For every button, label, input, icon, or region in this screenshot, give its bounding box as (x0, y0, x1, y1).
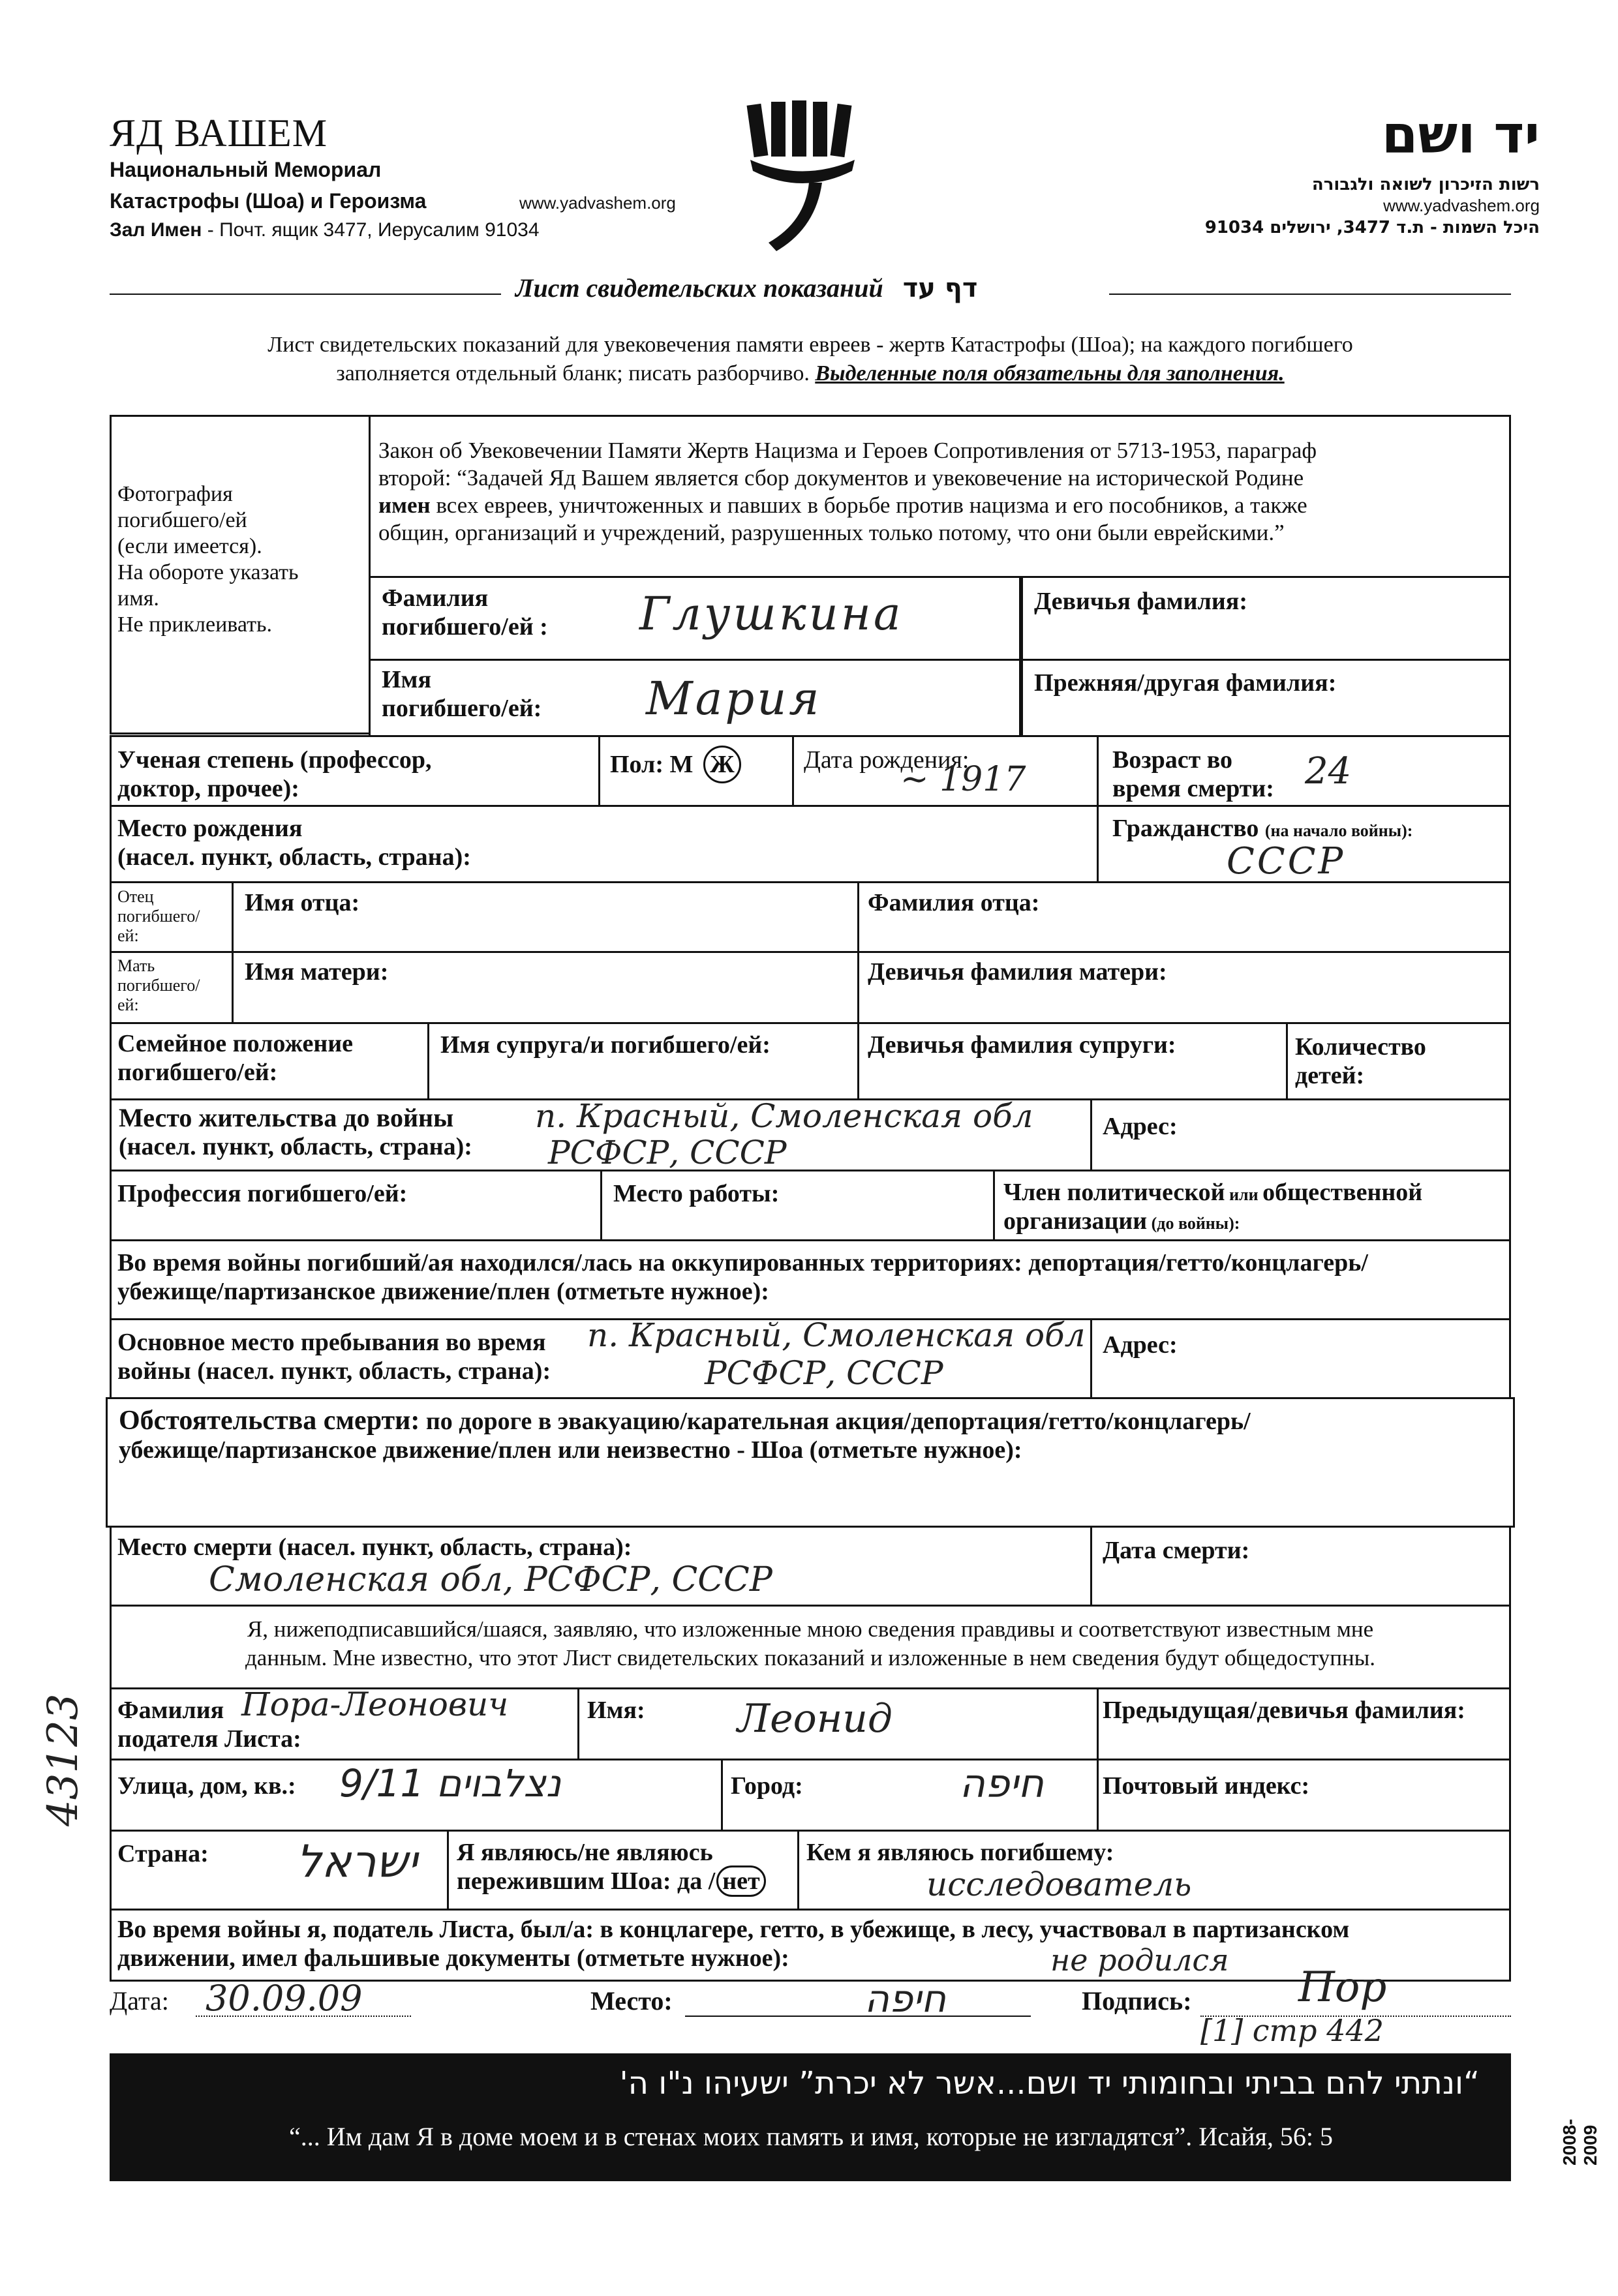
quote-hebrew: “ונתתי להם בביתי ובחומותי יד ושם...אשר לא יכרת” ישעיהו נ"ו ה' (619, 2065, 1480, 2102)
residence-label: Место жительства до войны (насел. пункт, область, страна): (119, 1103, 472, 1160)
hall-of-names: Зал Имен (110, 219, 202, 241)
other-surname-label: Прежняя/другая фамилия: (1034, 669, 1337, 697)
street-label: Улица, дом, кв.: (117, 1772, 296, 1800)
survivor-no-circled[interactable]: нет (716, 1865, 765, 1897)
first-name-value[interactable]: Мария (646, 672, 822, 725)
date-value[interactable]: 30.09.09 (206, 1978, 363, 2019)
website-ru: www.yadvashem.org (519, 193, 676, 213)
side-archive-number: 43123 (39, 1693, 87, 1826)
he-org-title: יד ושם (1381, 104, 1540, 165)
death-place-value[interactable]: Смоленская обл, РСФСР, СССР (209, 1560, 772, 1599)
required-fields-note: Выделенные поля обязательны для заполнения. (815, 361, 1285, 385)
residence-value-1[interactable]: п. Красный, Смоленская обл (535, 1097, 1033, 1135)
postal-label: Почтовый индекс: (1103, 1772, 1310, 1800)
age-label: Возраст во время смерти: (1112, 746, 1274, 802)
city-label: Город: (731, 1772, 803, 1800)
age-value[interactable]: 24 (1305, 750, 1352, 793)
ru-org-title: ЯД ВАШЕМ (110, 112, 328, 155)
form-title: Лист свидетельских показаний דף עד (515, 273, 978, 303)
quote-russian: “... Им дам Я в доме моем и в стенах моих память и имя, которые не изгладятся”. Исайя, 56: 5 (288, 2122, 1334, 2151)
sex-label: Пол: М Ж (610, 746, 741, 783)
he-org-sub3: היכל השמות - ת.ד 3477, ירושלים 91034 (1204, 218, 1540, 237)
sex-female-circled[interactable]: Ж (703, 746, 741, 783)
signature-value[interactable]: Пор (1298, 1963, 1387, 2012)
city-value[interactable]: חיפה (959, 1761, 1044, 1807)
birthplace-label: Место рождения (насел. пункт, область, страна): (117, 815, 471, 871)
mother-side-label: Мать погибшего/ ей: (117, 956, 200, 1014)
mother-maiden-label: Девичья фамилия матери: (868, 958, 1167, 986)
residence-address-label: Адрес: (1103, 1113, 1178, 1140)
surname-label: Фамилия погибшего/ей : (382, 584, 548, 641)
place-label: Место: (590, 1986, 673, 2016)
photo-instructions: Фотография погибшего/ей (если имеется). На обороте указать имя. Не приклеивать. (117, 482, 299, 637)
submitter-name-value[interactable]: Леонид (737, 1696, 893, 1742)
spouse-name-label: Имя супруга/и погибшего/ей: (440, 1031, 771, 1059)
date-label: Дата: (110, 1986, 169, 2016)
submitter-surname-value[interactable]: Пора-Леонович (241, 1685, 509, 1723)
ru-org-sub3 (110, 219, 540, 241)
mother-name-label: Имя матери: (245, 958, 389, 986)
residence-value-2[interactable]: РСФСР, СССР (548, 1134, 787, 1171)
signature-label: Подпись: (1082, 1986, 1192, 2016)
he-org-sub1: רשות הזיכרון לשואה ולגבורה (1311, 175, 1540, 194)
submitter-surname-label: Фамилия подателя Листа: (117, 1697, 301, 1753)
children-label: Количество детей: (1295, 1033, 1426, 1089)
spouse-maiden-label: Девичья фамилия супруги: (868, 1031, 1176, 1059)
relation-label: Кем я являюсь погибшему: (806, 1839, 1114, 1866)
law-text: Закон об Увековечении Памяти Жертв Нацизма и Героев Сопротивления от 5713-1953, параграф второй: “Задачей Яд Вашем является сбор документов и увековечение на исторической Родине имен всех евреев, уничтоженных и павших в борьбе против нацизма и его пособников, а также общин, организаций и учреждений, разрушенных только потому, что они были еврейскими.” (378, 438, 1317, 545)
submitter-war-value[interactable]: не родился (1050, 1942, 1229, 1978)
ru-org-sub1: Национальный Мемориал (110, 158, 382, 181)
profession-label: Профессия погибшего/ей: (117, 1180, 408, 1207)
submitter-war-label: Во время войны я, податель Листа, был/а: в концлагере, гетто, в убежище, в лесу, участвовал в партизанском движении, имел фальшивые документы (отметьте нужное): (117, 1916, 1350, 1972)
wartime-address-label: Адрес: (1103, 1331, 1178, 1359)
ru-org-sub2: Катастрофы (Шоа) и Героизма (110, 189, 427, 213)
father-surname-label: Фамилия отца: (868, 889, 1040, 916)
intro-line-2: заполняется отдельный бланк; писать разборчиво. Выделенные поля обязательны для заполнения. (336, 361, 1285, 385)
dob-value[interactable]: ~ 1917 (900, 760, 1026, 799)
intro-line-1: Лист свидетельских показаний для увековечения памяти евреев - жертв Катастрофы (Шоа); на каждого погибшего (267, 333, 1353, 357)
quote-band (110, 2053, 1511, 2181)
country-label: Страна: (117, 1840, 209, 1867)
death-circumstances-label: Обстоятельства смерти: по дороге в эвакуацию/карательная акция/депортация/гетто/концлагерь/ убежище/партизанское движение/плен или неизвестно - Шоа (отметьте нужное): (119, 1406, 1251, 1464)
maiden-name-label: Девичья фамилия: (1034, 588, 1247, 615)
surname-value[interactable]: Глушкина (639, 587, 904, 641)
workplace-label: Место работы: (613, 1180, 780, 1207)
wartime-place-value-2[interactable]: РСФСР, СССР (705, 1354, 943, 1392)
form-title-he: דף עד (902, 273, 978, 303)
relation-value[interactable]: исследователь (926, 1865, 1192, 1903)
page-ref: [1] стр 442 (1200, 2013, 1384, 2048)
father-side-label: Отец погибшего/ ей: (117, 887, 200, 945)
war-status-label: Во время войны погибший/ая находился/лась на оккупированных территориях: депортация/гетто/концлагерь/ убежище/партизанское движение/плен (отметьте нужное): (117, 1249, 1368, 1305)
wartime-place-value-1[interactable]: п. Красный, Смоленская обл (587, 1316, 1086, 1354)
wartime-place-label: Основное место пребывания во время войны (насел. пункт, область, страна): (117, 1329, 551, 1385)
citizenship-label: Гражданство (на начало войны): (1112, 815, 1413, 842)
citizenship-value[interactable]: СССР (1227, 840, 1346, 883)
degree-label: Ученая степень (профессор, доктор, прочее): (117, 746, 432, 802)
prev-surname-label: Предыдущая/девичья фамилия: (1103, 1697, 1465, 1724)
dob-label: Дата рождения: (804, 746, 969, 774)
death-place-label: Место смерти (насел. пункт, область, страна): (117, 1533, 632, 1561)
website-he: www.yadvashem.org (1383, 196, 1540, 215)
title-rule-left (110, 294, 501, 295)
father-name-label: Имя отца: (245, 889, 360, 916)
survivor-label: Я являюсь/не являюсь пережившим Шоа: да / нет (457, 1838, 766, 1896)
declaration-text: Я, нижеподписавшийся/шаяся, заявляю, что изложенные мною сведения правдивы и соответствуют известным мне данным. Мне известно, что этот Лист свидетельских показаний и изложенные в нем сведения будут общедоступны. (245, 1616, 1375, 1670)
po-box: - Почт. ящик 3477, Иерусалим 91034 (202, 219, 540, 241)
yad-vashem-logo-icon (737, 98, 868, 261)
country-value[interactable]: ישראל (296, 1836, 418, 1888)
place-value[interactable]: חיפה (864, 1976, 946, 2021)
side-year: 2008-2009 (1559, 2119, 1600, 2166)
membership-label: Член политической или общественной организации (до войны): (1003, 1179, 1423, 1235)
title-rule-right (1109, 294, 1511, 295)
street-value[interactable]: 9/11 נצלבוים (339, 1761, 562, 1805)
submitter-name-label: Имя: (587, 1697, 645, 1724)
death-date-label: Дата смерти: (1103, 1537, 1250, 1564)
first-name-label: Имя погибшего/ей: (382, 666, 542, 722)
marital-label: Семейное положение погибшего/ей: (117, 1030, 354, 1086)
